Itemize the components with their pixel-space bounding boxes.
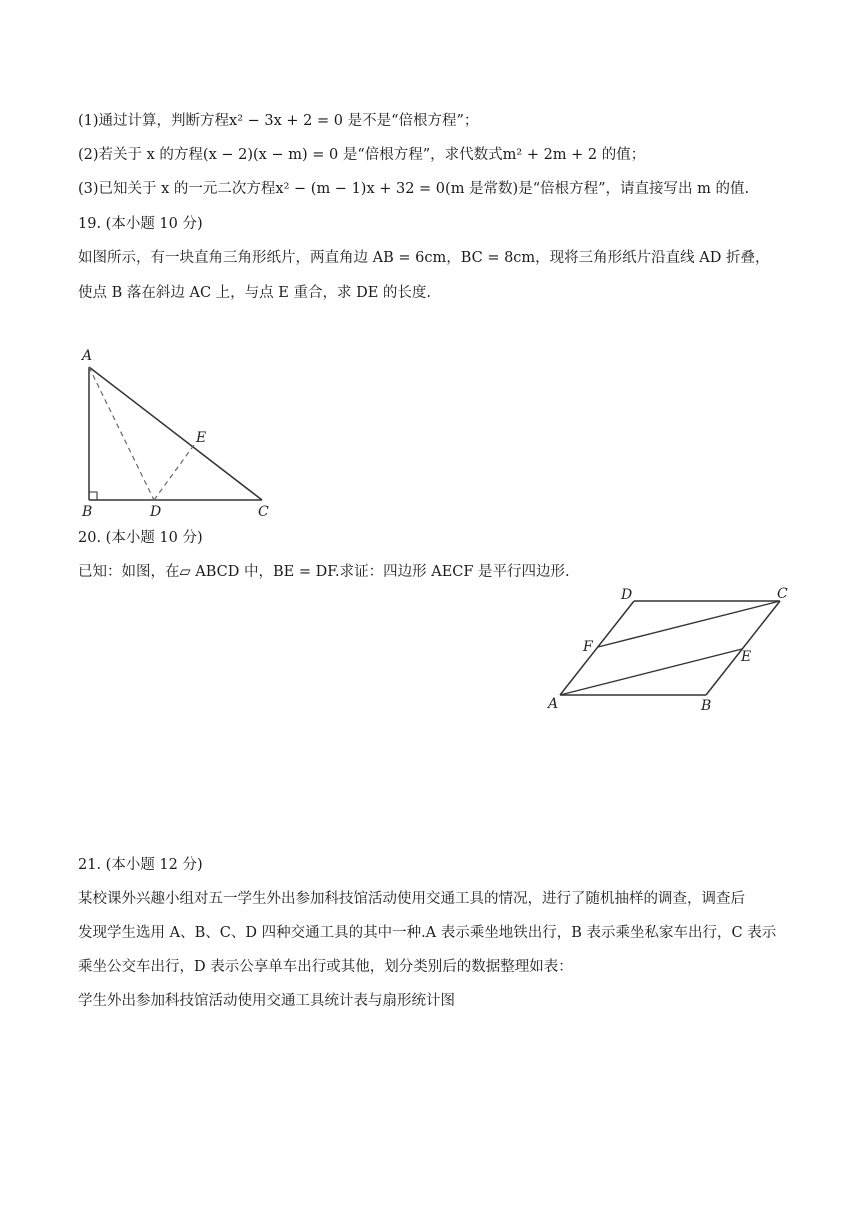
fold-line-de bbox=[154, 445, 194, 500]
label-a: A bbox=[548, 696, 559, 712]
label-d: D bbox=[150, 504, 162, 520]
label-d: D bbox=[621, 587, 633, 603]
q21-text-line4: 学生外出参加科技馆活动使用交通工具统计表与扇形统计图 bbox=[78, 993, 455, 1009]
q21-text-line2: 发现学生选用 A、B、C、D 四种交通工具的其中一种.A 表示乘坐地铁出行，B 表示乘坐私家车出行，C 表示 bbox=[78, 925, 777, 941]
q19-text-line1: 如图所示，有一块直角三角形纸片，两直角边 AB = 6cm，BC = 8cm，现将三角形纸片沿直线 AD 折叠， bbox=[78, 250, 770, 266]
q21-text-line3: 乘坐公交车出行，D 表示公享单车出行或其他，划分类别后的数据整理如表： bbox=[78, 959, 573, 975]
label-e: E bbox=[196, 430, 207, 446]
label-b: B bbox=[701, 698, 712, 714]
q21-text-line1: 某校课外兴趣小组对五一学生外出参加科技馆活动使用交通工具的情况，进行了随机抽样的调查，调查后 bbox=[78, 891, 745, 907]
right-angle-mark bbox=[89, 492, 97, 500]
segment-ae bbox=[560, 649, 742, 695]
q19-text-line2: 使点 B 落在斜边 AC 上，与点 E 重合，求 DE 的长度. bbox=[78, 285, 431, 301]
label-b: B bbox=[82, 504, 93, 520]
q18-part1: (1)通过计算，判断方程x² − 3x + 2 = 0 是不是“倍根方程”； bbox=[78, 113, 479, 129]
q20-parallelogram-figure bbox=[540, 580, 800, 715]
label-e: E bbox=[741, 649, 752, 665]
side-bc bbox=[706, 601, 780, 695]
q18-part3: (3)已知关于 x 的一元二次方程x² − (m − 1)x + 32 = 0(m 是常数)是“倍根方程”，请直接写出 m 的值. bbox=[78, 181, 750, 197]
label-c: C bbox=[258, 504, 269, 520]
label-a: A bbox=[82, 348, 93, 364]
fold-line-ad bbox=[89, 367, 154, 500]
label-f: F bbox=[583, 639, 593, 655]
q20-text-line1: 已知：如图，在▱ ABCD 中，BE = DF.求证：四边形 AECF 是平行四边形. bbox=[78, 564, 570, 580]
q19-triangle-figure bbox=[70, 340, 290, 522]
segment-cf bbox=[598, 601, 780, 647]
q21-header: 21. (本小题 12 分) bbox=[78, 857, 203, 873]
q20-header: 20. (本小题 10 分) bbox=[78, 530, 203, 546]
side-ac bbox=[89, 367, 262, 500]
q19-header: 19. (本小题 10 分) bbox=[78, 216, 203, 232]
side-da bbox=[560, 601, 634, 695]
label-c: C bbox=[777, 586, 788, 602]
q18-part2: (2)若关于 x 的方程(x − 2)(x − m) = 0 是“倍根方程”，求代数式m² + 2m + 2 的值； bbox=[78, 147, 646, 163]
